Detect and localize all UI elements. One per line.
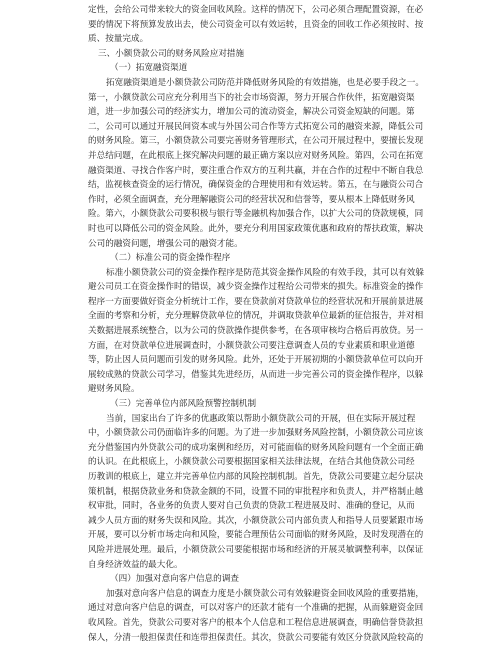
text-line: 的财务风险。第三，小额贷款公司要完善财务管理形式，在公司开展过程中，要擅长发现 xyxy=(88,136,424,147)
text-line: 道，进一步加强公司的经济实力，增加公司的流动资金，解决公司资金短缺的问题。第 xyxy=(88,107,415,118)
text-line: 作时，必须全面调查，充分理解融资公司的经营状况和信誉等，要从根本上降低财务风 xyxy=(88,194,415,205)
text-line: 通过对意向客户信息的调查，可以对客户的还款才能有一个准确的把握，从而躲避资金回 xyxy=(88,603,424,614)
text-line: 时也可以降低公司的资金风险。此外，要充分利用国家政策优惠和政府的帮扶政策，解决 xyxy=(88,223,424,234)
text-line: 展较成熟的贷款公司学习，借鉴其先进经历，从而进一步完善公司的资金操作程序，以躲 xyxy=(88,369,424,380)
subsection-heading: （三）完善单位内部风险预警控制机制 xyxy=(110,399,257,410)
text-line: 权审批，同时，各业务的负责人要对自己负责的贷款工程进展及时、准确的登记，从而 xyxy=(88,501,415,512)
text-line: 拓宽融资渠道是小额贷款公司防范并降低财务风险的有效措施，也是必要手段之一。 xyxy=(106,77,424,88)
text-line: 避公司员工在资金操作时的错误，减少资金操作过程给公司带来的损失。标准资金的操作 xyxy=(88,282,424,293)
text-line: 关数据进展系统整合，以为公司的贷款操作提供参考，在各项审核均合格后再放贷。另一 xyxy=(88,326,424,337)
subsection-heading: （一）拓宽融资渠道 xyxy=(110,63,188,74)
text-line: 历教训的根底上，建立并完善单位内部的风险控制机制。首先，贷款公司要建立起分层决 xyxy=(88,472,424,482)
text-line: 减少人员方面的财务失误和风险。其次，小额贷款公司内部负责人和指导人员要紧跟市场 xyxy=(88,515,424,526)
subsection-heading: （二）标准公司的资金操作程序 xyxy=(110,253,231,264)
text-line: 定性，会给公司带来较大的资金回收风险。这样的情况下，公司必须合理配置资源，在必 xyxy=(88,5,424,15)
text-line: 标准小额贷款公司的资金操作程序是防范其资金操作风险的有效手段，其可以有效躲 xyxy=(106,267,424,278)
text-line: 充分借鉴国内外贷款公司的成功案例和经历，对可能面临的财务风险问题有一个全面正确 xyxy=(88,442,424,453)
text-line: 第一，小额贷款公司应充分利用当下的社会市场资源，努力开展合作伙伴，拓宽融资渠 xyxy=(88,92,415,103)
text-line: 方面，在对贷款单位进展调查时，小额贷款公司要注意调查人员的专业素质和职业道德 xyxy=(88,340,415,351)
text-line: 加强对意向客户信息的调查力度是小额贷款公司有效躲避资金回收风险的重要措施， xyxy=(106,588,424,599)
text-line: 二，公司可以通过开展民间资本或与外国公司合作等方式拓宽公司的融资来源，降低公司 xyxy=(88,121,424,132)
section-heading: 三、小额贷款公司的财务风险应对措施 xyxy=(98,48,245,59)
text-line: 收风险。首先，贷款公司要对客户的根本个人信息和工程信息进展调查，明确信誉贷款担 xyxy=(88,617,424,628)
text-line: 当前，国家出台了许多的优惠政策以帮助小额贷款公司的开展，但在实际开展过程 xyxy=(106,413,416,424)
text-line: 并总结问题，在此根底上探究解决问题的最正确方案以应对财务风险。第四，公司在拓宽 xyxy=(88,150,424,161)
text-line: 要的情况下将预算发放出去，使公司资金可以有效运转，且资金的回收工作必须按时、按 xyxy=(88,19,424,30)
text-line: 开展，要可以分析市场走向和风险，要能合理预估公司面临的财务风险，及时发现潜在的 xyxy=(88,530,424,541)
text-line: 策机制，根据贷款业务和贷款金额的不同，设置不同的审批程序和负责人，并严格制止越 xyxy=(88,486,424,497)
text-line: 程序一方面要做好资金分析统计工作，要在贷款前对贷款单位的经营状况和开展前景进展 xyxy=(88,296,424,307)
text-line: 险。第六，小额贷款公司要积极与银行等金融机构加强合作，以扩大公司的贷款规模，同 xyxy=(88,209,424,220)
text-line: 自身经济效益的最大化。 xyxy=(88,559,183,570)
text-line: 公司的融资问题，增强公司的融资才能。 xyxy=(88,238,243,249)
text-line: 保人，分清一般担保责任和连带担保责任。其次，贷款公司要能有效区分贷款风险较高的 xyxy=(88,632,424,643)
text-line: 风险并进展处理。最后，小额贷款公司要能根据市场和经济的开展灵敏调整利率，以保证 xyxy=(88,544,424,555)
text-line: 质、按量完成。 xyxy=(88,34,149,45)
text-line: 全面的考察和分析，充分理解贷款单位的情况，并调取贷款单位最新的征信报告，并对相 xyxy=(88,311,424,322)
text-line: 中，小额贷款公司仍面临许多的问题。为了进一步加强财务风险控制，小额贷款公司应该 xyxy=(88,428,424,439)
text-line: 结，监视核查资金的运行情况，确保资金的合理使用和有效运转。第五，在与融资公司合 xyxy=(88,180,424,191)
text-line: 的认识。在此根底上，小额贷款公司要根据国家相关法律法规，在结合其他贷款公司经 xyxy=(88,457,415,468)
subsection-heading: （四）加强对意向客户信息的调查 xyxy=(110,574,239,585)
text-line: 融资渠道、寻找合作客户时，要注重合作双方的互利共赢，并在合作的过程中不断自我总 xyxy=(88,165,424,176)
text-line: 等，防止因人员问题而引发的财务风险。此外，还处于开展初期的小额贷款单位可以向开 xyxy=(88,355,424,366)
text-line: 避财务风险。 xyxy=(88,384,140,395)
